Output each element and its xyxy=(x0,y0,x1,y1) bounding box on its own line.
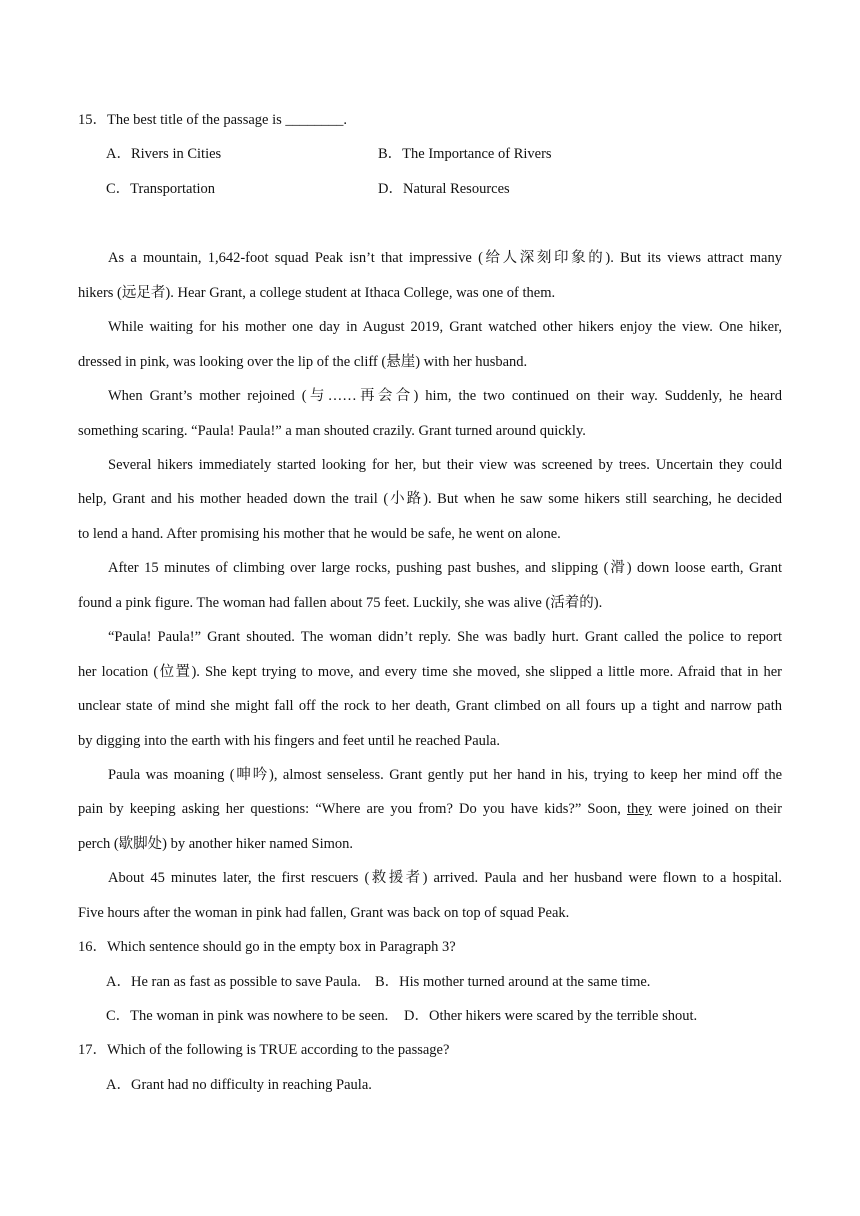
passage-line: Several hikers immediately started looking for her, but their view was screened by trees. Uncertain they could xyxy=(108,457,782,473)
question-16-option-d: D．Other hikers were scared by the terrible shout. xyxy=(404,1008,698,1024)
question-16-option-a: A．He ran as fast as possible to save Paula. xyxy=(106,974,361,990)
passage-line: hikers (远足者). Hear Grant, a college student at Ithaca College, was one of them. xyxy=(78,285,556,301)
passage-line: As a mountain, 1,642-foot squad Peak isn’t that impressive (给人深刻印象的). But its views attract many xyxy=(108,250,782,266)
question-15-option-b: B．The Importance of Rivers xyxy=(378,146,552,162)
question-17-stem: 17．Which of the following is TRUE according to the passage? xyxy=(78,1042,450,1058)
passage-line: dressed in pink, was looking over the lip of the cliff (悬崖) with her husband. xyxy=(78,354,528,370)
passage-text: pain by keeping asking her questions: “Where are you from? Do you have kids?” Soon, xyxy=(78,801,621,817)
passage-line: unclear state of mind she might fall off the rock to her death, Grant climbed on all fours up a tight and narrow path xyxy=(78,698,782,714)
passage-line: When Grant’s mother rejoined (与……再会合) him, the two continued on their way. Suddenly, he heard xyxy=(108,388,782,404)
question-16-option-c: C．The woman in pink was nowhere to be seen. xyxy=(106,1008,389,1024)
question-16-stem: 16．Which sentence should go in the empty box in Paragraph 3? xyxy=(78,939,456,955)
passage-line: perch (歇脚处) by another hiker named Simon. xyxy=(78,836,354,852)
question-15-option-c: C．Transportation xyxy=(106,181,216,197)
passage-line: to lend a hand. After promising his mother that he would be safe, he went on alone. xyxy=(78,526,561,542)
passage-line-with-underline xyxy=(78,800,782,818)
passage-line: After 15 minutes of climbing over large rocks, pushing past bushes, and slipping (滑) down loose earth, Grant xyxy=(108,560,782,576)
question-15-option-a: A．Rivers in Cities xyxy=(106,146,222,162)
question-15-option-d: D．Natural Resources xyxy=(378,181,510,197)
passage-line: by digging into the earth with his fingers and feet until he reached Paula. xyxy=(78,733,500,749)
passage-line: her location (位置). She kept trying to move, and every time she moved, she slipped a little more. Afraid that in her xyxy=(78,664,782,680)
question-16-option-b: B．His mother turned around at the same time. xyxy=(375,974,651,990)
passage-text: were joined on their xyxy=(658,801,783,817)
passage-line: something scaring. “Paula! Paula!” a man shouted crazily. Grant turned around quickly. xyxy=(78,423,586,439)
passage-line: “Paula! Paula!” Grant shouted. The woman didn’t reply. She was badly hurt. Grant called the police to report xyxy=(108,629,782,645)
passage-line: found a pink figure. The woman had fallen about 75 feet. Luckily, she was alive (活着的). xyxy=(78,595,603,611)
passage-line: While waiting for his mother one day in August 2019, Grant watched other hikers enjoy the view. One hiker, xyxy=(108,319,782,335)
passage-line: help, Grant and his mother headed down the trail (小路). But when he saw some hikers still searching, he decided xyxy=(78,491,782,507)
passage-line: Paula was moaning (呻吟), almost senseless. Grant gently put her hand in his, trying to keep her mind off the xyxy=(108,767,782,783)
passage-line: About 45 minutes later, the first rescuers (救援者) arrived. Paula and her husband were flown to a hospital. xyxy=(108,870,782,886)
underlined-word: they xyxy=(627,801,652,817)
passage-line: Five hours after the woman in pink had fallen, Grant was back on top of squad Peak. xyxy=(78,905,570,921)
question-17-option-a: A．Grant had no difficulty in reaching Paula. xyxy=(106,1077,372,1093)
question-15-stem: 15．The best title of the passage is ________. xyxy=(78,112,348,128)
